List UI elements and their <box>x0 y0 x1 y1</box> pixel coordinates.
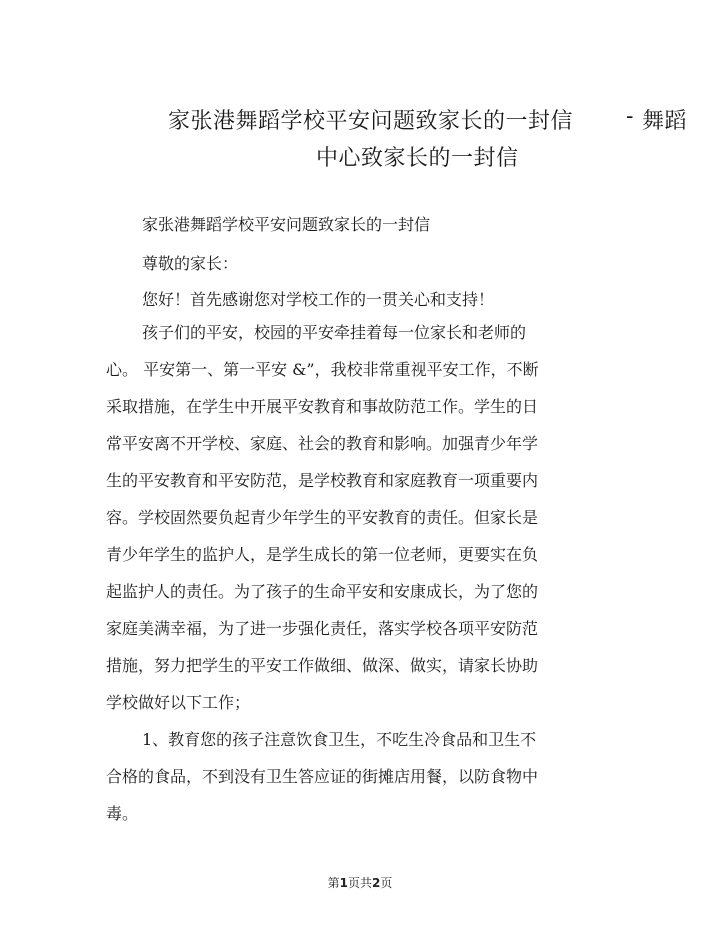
footer-total-pages: 2 <box>372 876 381 890</box>
list-item-line: 1、教育您的孩子注意饮食卫生，不吃生冷食品和卫生不 <box>142 730 537 749</box>
title-line-1-tail: 舞蹈 <box>642 109 688 134</box>
paragraph-line: 起监护人的责任。为了孩子的生命平安和安康成长，为了您的 <box>106 582 539 601</box>
paragraph-line: 常平安离不开学校、家庭、社会的教育和影响。加强青少年学 <box>106 434 539 453</box>
paragraph-line: 措施，努力把学生的平安工作做细、做深、做实，请家长协助 <box>106 656 539 675</box>
paragraph-line: 孩子们的平安，校园的平安牵挂着每一位家长和老师的 <box>142 323 527 342</box>
salutation: 尊敬的家长： <box>142 254 239 273</box>
title-line-1: 家张港舞蹈学校平安问题致家长的一封信 <box>168 109 574 134</box>
list-item-line: 毒。 <box>106 804 139 823</box>
footer-page-number: 1 <box>339 876 348 890</box>
paragraph-line: 学校做好以下工作； <box>106 693 251 712</box>
title-separator: - <box>626 104 634 129</box>
subtitle: 家张港舞蹈学校平安问题致家长的一封信 <box>142 215 431 234</box>
paragraph-line: 容。学校固然要负起青少年学生的平安教育的责任。但家长是 <box>106 508 539 527</box>
footer-middle: 页共 <box>347 876 372 890</box>
footer-prefix: 第 <box>327 876 340 890</box>
title-line-2: 中心致家长的一封信 <box>316 146 519 171</box>
paragraph-line: 家庭美满幸福，为了进一步强化责任，落实学校各项平安防范 <box>106 619 539 638</box>
page-footer <box>0 874 720 891</box>
paragraph-line: 青少年学生的监护人，是学生成长的第一位老师，更要实在负 <box>106 545 539 564</box>
greeting: 您好！首先感谢您对学校工作的一贯关心和支持！ <box>142 290 495 309</box>
paragraph-line: 生的平安教育和平安防范，是学校教育和家庭教育一项重要内 <box>106 471 539 490</box>
paragraph-line: 心。 平安第一、第一平安 &”，我校非常重视平安工作，不断 <box>106 360 539 379</box>
footer-suffix: 页 <box>380 876 393 890</box>
paragraph-line: 采取措施，在学生中开展平安教育和事故防范工作。学生的日 <box>106 397 539 416</box>
list-item-line: 合格的食品，不到没有卫生答应证的街摊店用餐，以防食物中 <box>106 767 539 786</box>
